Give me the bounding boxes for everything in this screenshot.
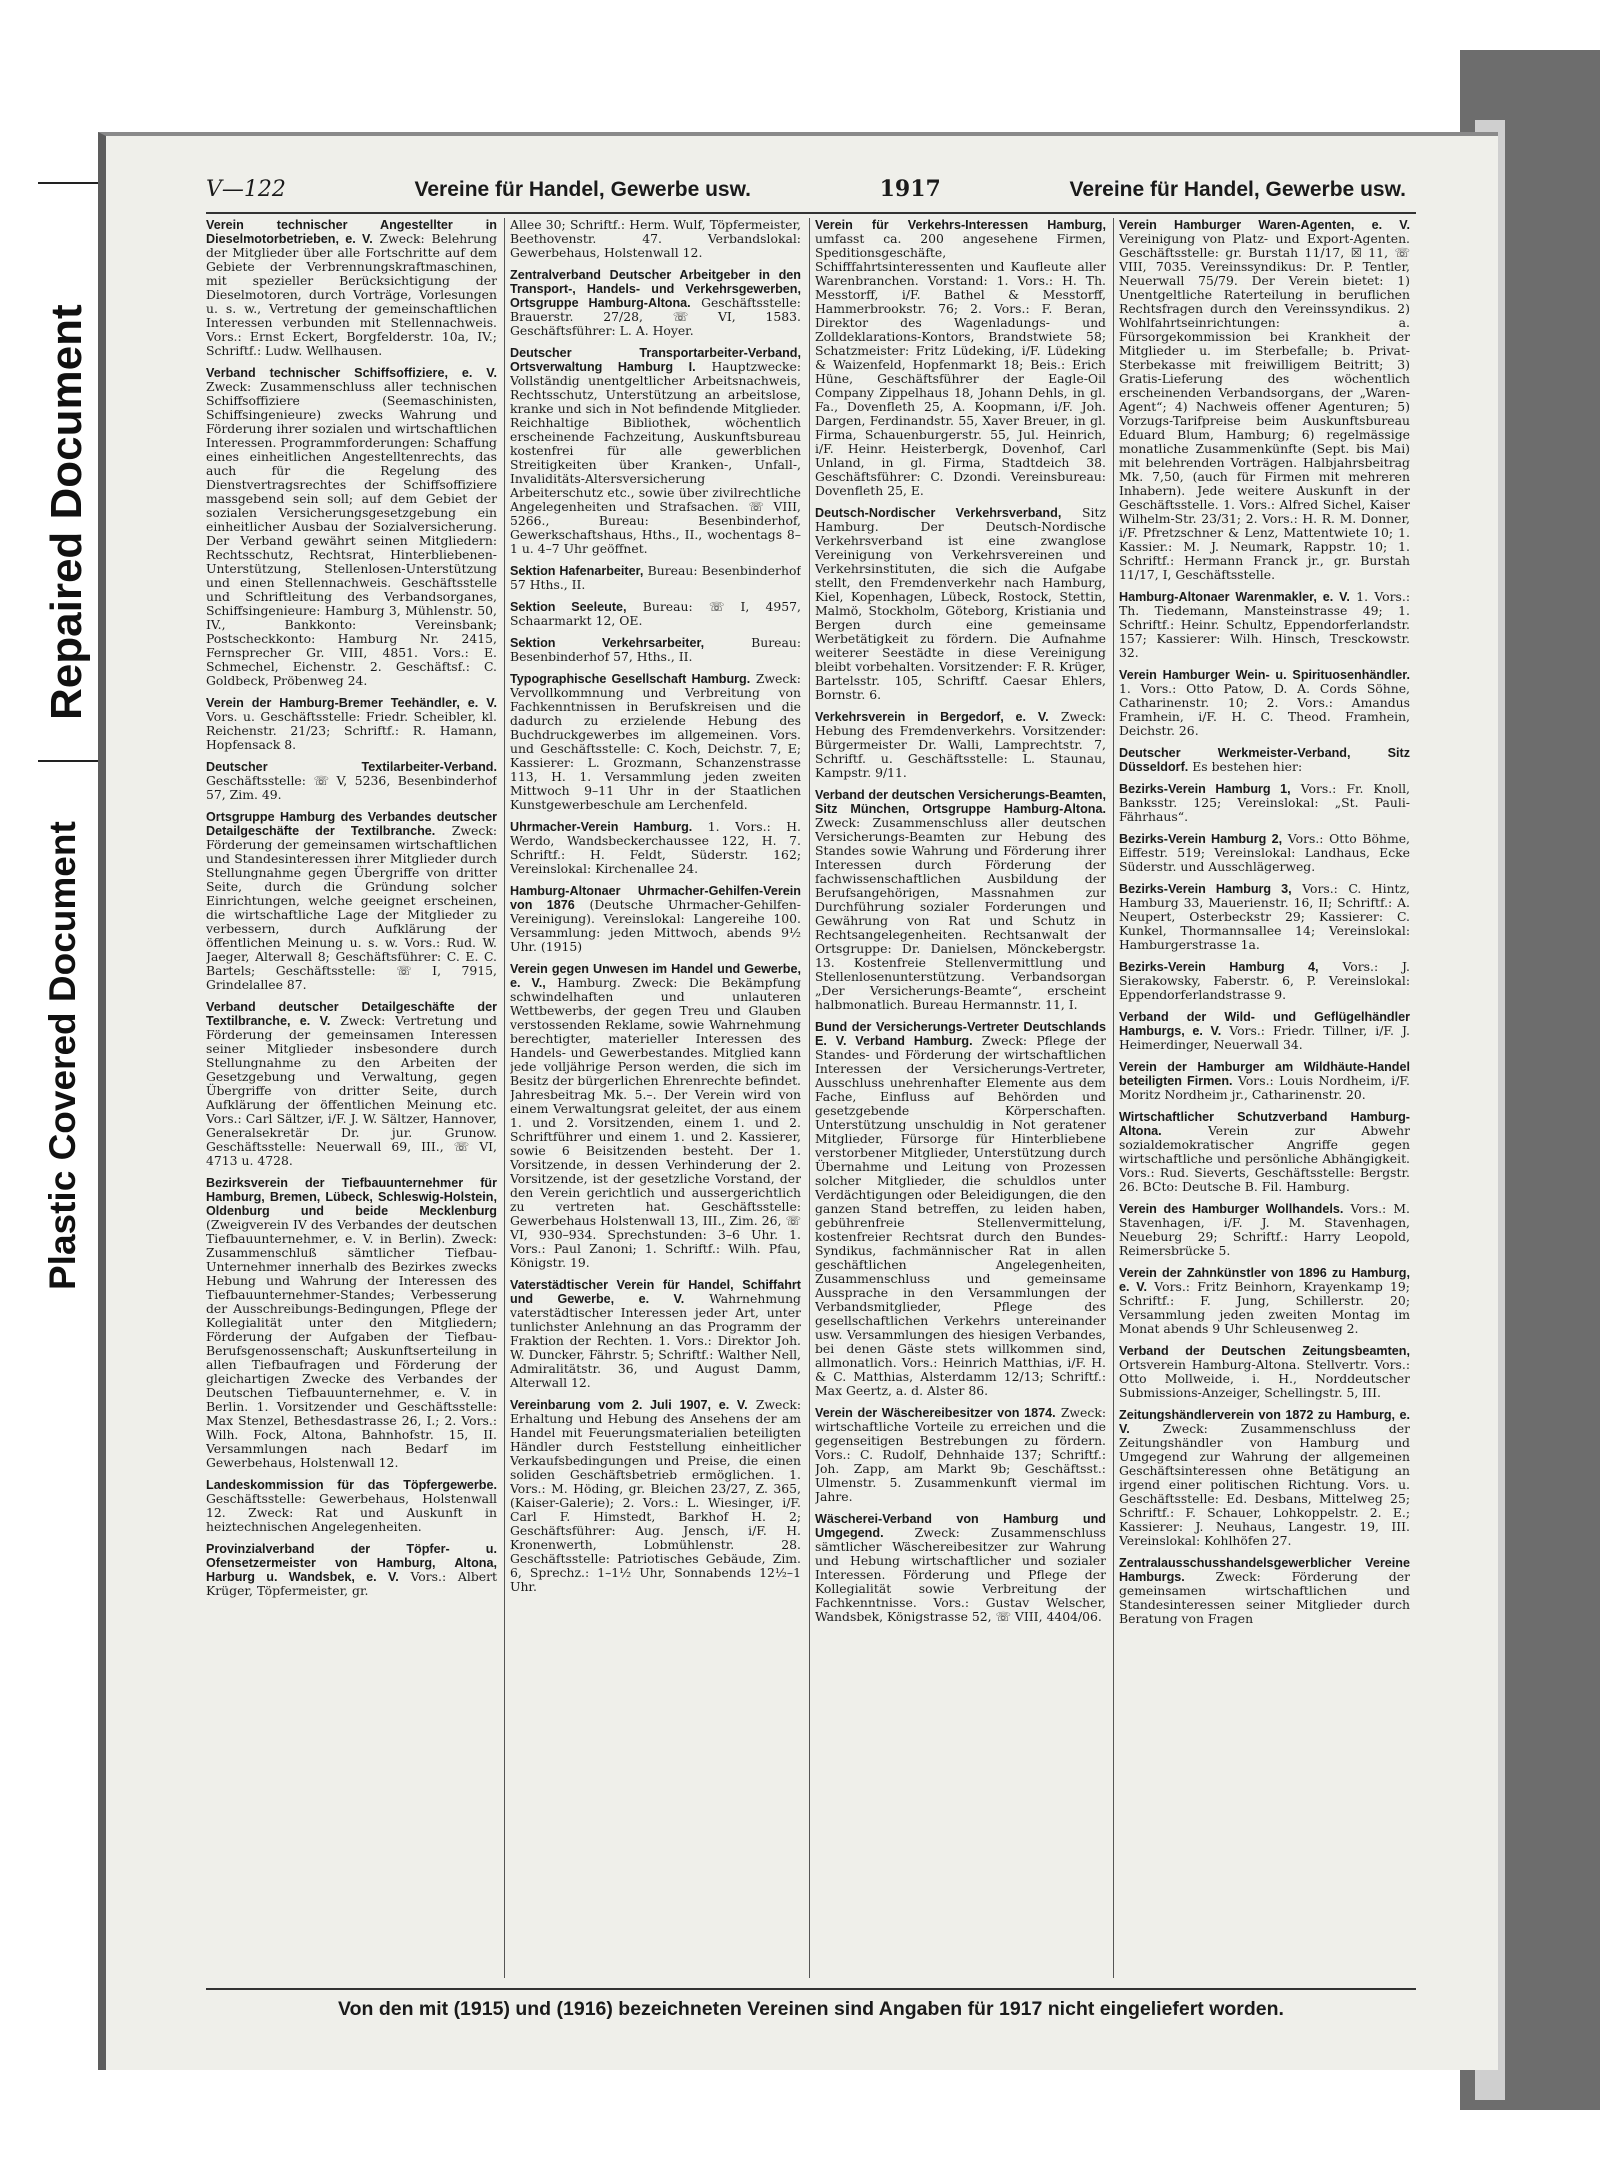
entry-title: Bezirksverein der Tiefbauunternehmer für Hamburg, Bremen, Lübeck, Schleswig-Holstein, Oldenburg und beide Mecklenburg (206, 1176, 497, 1218)
entry-body: Vors.: C. Hintz, Hamburg 33, Mauerienstr. 16, II; Schriftf.: A. Neupert, Osterbeckstr 29; Kassierer: C. Kunkel, Thormannsallee 14; Vereinslokal: Hamburgerstrasse 1a. (1119, 881, 1410, 952)
header-year: 1917 (879, 176, 941, 202)
directory-entry (206, 218, 497, 358)
entry-body: Zweck: Förderung der gemeinsamen wirtschaftlichen und Standesinteressen seiner Mitglieder durch Beratung von Fragen (1119, 1569, 1410, 1626)
entry-body: Sitz Hamburg. Der Deutsch-Nordische Verkehrsverband ist eine zwanglose Vereinigung von Verkehrsvereinen und Verkehrsinstituten, die sich die Aufgabe stellt, den Fremdenverkehr nach Hamburg, Kiel, Kopenhagen, Lübeck, Rostock, Stettin, Malmö, Stockholm, Göteborg, Kristiania und Bergen durch eine gemeinsame Werbetätigkeit zu fördern. Die Aufnahme weiterer Seestädte in diese Vereinigung bleibt vorbehalten. Vorsitzender: F. R. Krüger, Bartelsstr. 105, Schriftf. Caesar Ehlers, Bornstr. 6. (815, 505, 1106, 702)
entry-body: Zweck: Vervollkommnung und Verbreitung von Fachkenntnissen in Berufskreisen und die dadurch zu erzielende Hebung des Buchdruckgewerbes im allgemeinen. Vors. und Geschäftsstelle: C. Koch, Deichstr. 7, E; Kassierer: L. Grozmann, Schanzenstrasse 113, H. 1. Versammlung jeden zweiten Mittwoch 9–11 Uhr in der Staatlichen Kunstgewerbeschule am Lerchenfeld. (510, 671, 801, 812)
entry-title: Bezirks-Verein Hamburg 4, (1119, 960, 1319, 974)
directory-entry (815, 710, 1106, 780)
entry-title: Zeitungshändlerverein von 1872 zu Hamburg, e. V. (1119, 1408, 1410, 1436)
directory-entry (1119, 590, 1410, 660)
directory-entry (510, 636, 801, 664)
entry-body: Ortsverein Hamburg-Altona. Stellvertr. Vors.: Otto Mollweide, i. H., Norddeutscher Submissions-Anzeiger, Schellingstr. 5, III. (1119, 1357, 1410, 1400)
directory-entry (1119, 746, 1410, 774)
directory-entry (206, 1478, 497, 1534)
entry-title: Zentralverband Deutscher Arbeitgeber in den Transport-, Handels- und Verkehrsgewerben, Ortsgruppe Hamburg-Altona. (510, 268, 801, 310)
entry-title: Wirtschaftlicher Schutzverband Hamburg-Altona. (1119, 1110, 1410, 1138)
entry-title: Bezirks-Verein Hamburg 3, (1119, 882, 1292, 896)
entry-title: Wäscherei-Verband von Hamburg und Umgegend. (815, 1512, 1106, 1540)
entry-body: Zweck: Erhaltung und Hebung des Ansehens der am Handel mit Feuerungsmaterialien beteiligten Händler durch Feststellung einheitlicher Verkaufsbedingungen und Preise, die einen soliden Geschäftsbetrieb ermöglichen. 1. Vors.: M. Höding, gr. Bleichen 23/27, Z. 365, (Kaiser-Galerie); 2. Vors.: L. Wiesinger, i/F. Carl F. Himstedt, Barkhof H. 2; Geschäftsführer: Aug. Jensch, i/F. H. Kronenwerth, Lobmühlenstr. 28. Geschäftsstelle: Patriotisches Gebäude, Zim. 6, Sprechz.: 1–1½ Uhr, Sonnabends 12½–1 Uhr. (510, 1397, 801, 1594)
entry-title: Sektion Verkehrsarbeiter, (510, 636, 705, 650)
directory-entry (815, 788, 1106, 1012)
entry-body: Vors.: Louis Nordheim, i/F. Moritz Nordheim jr., Catharinenstr. 20. (1119, 1073, 1410, 1102)
entry-title: Typographische Gesellschaft Hamburg. (510, 672, 751, 686)
column-divider (504, 218, 505, 1978)
directory-entry (815, 1406, 1106, 1504)
entry-title: Verein gegen Unwesen im Handel und Gewerbe, e. V., (510, 962, 801, 990)
entry-title: Deutscher Textilarbeiter-Verband. (206, 760, 497, 774)
entry-body: Geschäftsstelle: Gewerbehaus, Holstenwall 12. Zweck: Rat und Auskunft in heiztechnischen Angelegenheiten. (206, 1491, 497, 1534)
entry-body: Bureau: ☏ I, 4957, Schaarmarkt 12, OE. (510, 599, 801, 628)
entry-body: Vors.: J. Sierakowsky, Faberstr. 6, P. Vereinslokal: Eppendorferlandstrasse 9. (1119, 959, 1410, 1002)
entry-body: Zweck: Förderung der gemeinsamen wirtschaftlichen und Standesinteressen ihrer Mitglieder durch Stellungnahme gegen Übergriffe von dritter Seite, durch die Gründung solcher Einrichtungen, welche geeignet erscheinen, die wirtschaftliche Lage der Mitglieder zu verbessern, durch Aufklärung der öffentlichen Meinung u. s. w. Vors.: Rud. W. Jaeger, Alterwall 8; Geschäftsführer: C. E. C. Bartels; Geschäftsstelle: ☏ I, 7915, Grindelallee 87. (206, 823, 497, 992)
entry-body: Hamburg. Zweck: Die Bekämpfung schwindelhaften und unlauteren Wettbewerbs, der gegen Treu und Glauben verstossenden Reklame, sowie Wahrnehmung berechtigter, materieller Interessen des Handels- und Gewerbestandes. Mitglied kann jede volljährige Person werden, die sich im Besitz der bürgerlichen Ehrenrechte befindet. Jahresbeitrag Mk. 5.–. Der Verein wird von einem Verwaltungsrat geleitet, der aus einem 1. und 2. Vorsitzenden, einem 1. und 2. Schriftführer und einem 1. und 2. Kassierer, sowie 6 Beisitzenden besteht. Der 1. Vorsitzende, in dessen Verhinderung der 2. Vorsitzende, ist der gesetzliche Vorstand, der den Verein gerichtlich und aussergerichtlich zu vertreten hat. Geschäftsstelle: Gewerbehaus Holstenwall 13, III., Zim. 26, ☏ VI, 930–934. Sprechstunden: 3–6 Uhr. 1. Vors.: Paul Zanoni; 1. Schriftf.: Wilh. Pfau, Königstr. 19. (510, 975, 801, 1270)
entry-body: Zweck: Zusammenschluss der Zeitungshändler von Hamburg und Umgegend zur Wahrung der allgemeinen Geschäftsinteressen ohne Betätigung an irgend einer politischen Richtung. Vors. u. Geschäftsstelle: Ed. Desbans, Mittelweg 25; Schriftf.: F. Schauer, Lohkoppelstr. 2. E.; Kassierer: J. Neuhaus, Langestr. 19, III. Vereinslokal: Kohlhöfen 27. (1119, 1421, 1410, 1548)
entry-title: Verein technischer Angestellter in Dieselmotorbetrieben, e. V. (206, 218, 497, 246)
page-header (206, 176, 1406, 210)
column-divider (1113, 218, 1114, 1978)
entry-title: Bezirks-Verein Hamburg 2, (1119, 832, 1283, 846)
entry-body: Zweck: Zusammenschluss aller deutschen Versicherungs-Beamten zur Hebung des Standes sowie Wahrung und Förderung ihrer Interessen durch Förderung der fachwissenschaftlichen Ausbildung der Berufsangehörigen, Massnahmen zur Durchführung sozialer Forderungen und Gewährung von Rat und Schutz in Rechtsangelegenheiten. Rechtsanwalt der Ortsgruppe: Dr. Danielsen, Mönckebergstr. 13. Kostenfreie Stellenvermittlung und Stellenlosenunterstützung. Verbandsorgan „Der Versicherungs-Beamte“, erscheint halbmonatlich. Bureau Hermannstr. 11, I. (815, 815, 1106, 1012)
directory-entry (510, 672, 801, 812)
entry-title: Verband der Deutschen Zeitungsbeamten, (1119, 1344, 1410, 1358)
header-title-right: Vereine für Handel, Gewerbe usw. (1069, 178, 1406, 201)
entry-body: Vors.: Fritz Beinhorn, Krayenkamp 19; Schriftf.: F. Jung, Schillerstr. 20; Versammlung jeden zweiten Montag im Monat abends 9 Uhr Schleusenweg 2. (1119, 1279, 1410, 1336)
entry-title: Vereinbarung vom 2. Juli 1907, e. V. (510, 1398, 748, 1412)
entry-title: Hamburg-Altonaer Uhrmacher-Gehilfen-Verein von 1876 (510, 884, 801, 912)
directory-entry (206, 760, 497, 802)
entry-title: Zentralausschusshandelsgewerblicher Vereine Hamburgs. (1119, 1556, 1410, 1584)
directory-entry (815, 1020, 1106, 1398)
directory-entry (510, 1398, 801, 1594)
entry-title: Verband technischer Schiffsoffiziere, e. V. (206, 366, 497, 380)
directory-entry (510, 884, 801, 954)
entry-title: Deutsch-Nordischer Verkehrsverband, (815, 506, 1062, 520)
entry-title: Bund der Versicherungs-Vertreter Deutschlands E. V. Verband Hamburg. (815, 1020, 1106, 1048)
entry-body: Wahrnehmung vaterstädtischer Interessen jeder Art, unter tunlichster Anlehnung an das Programm der Fraktion der Rechten. 1. Vors.: Direktor Joh. W. Duncker, Fährstr. 5; Schriftf.: Walther Nell, Admiralitätstr. 36, und August Damm, Alterwall 12. (510, 1291, 801, 1390)
entry-body: Bureau: Besenbinderhof 57 Hths., II. (510, 563, 801, 592)
entry-body: (Zweigverein IV des Verbandes der deutschen Tiefbauunternehmer, e. V. in Berlin). Zweck: Zusammenschluß sämtlicher Tiefbau-Unternehmer innerhalb des Bezirkes zwecks Hebung und Wahrung der Interessen des Tiefbauunternehmer-Standes; Verbesserung der Ausschreibungs-Bedingungen, Pflege der Kollegialität unter den Mitgliedern; Förderung der Aufgaben der Tiefbau-Berufsgenossenschaft; Auskunftserteilung in allen Tiefbaufragen und Förderung der gleichartigen Zwecke des Verbandes der Deutschen Tiefbauunternehmer, e. V. in Berlin. 1. Vorsitzender und Geschäftsstelle: Max Stenzel, Bethesdastrasse 26, I.; 2. Vors.: Wilh. Fock, Altona, Bahnhofstr. 15, II. Versammlungen nach Bedarf im Gewerbehaus, Holstenwall 12. (206, 1217, 497, 1470)
entry-body: 1. Vors.: Th. Tiedemann, Mansteinstrasse 49; 1. Schriftf.: Heinr. Schultz, Eppendorferlandstr. 157; Kassierer: Wilh. Hinsch, Tresckowstr. 32. (1119, 589, 1410, 660)
directory-column-3 (815, 218, 1106, 1978)
entry-body: Geschäftsstelle: ☏ V, 5236, Besenbinderhof 57, Zim. 49. (206, 773, 497, 802)
entry-title: Verein für Verkehrs-Interessen Hamburg, (815, 218, 1106, 232)
entry-body: 1. Vors.: H. Werdo, Wandsbeckerchaussee 122, H. 7. Schriftf.: H. Feldt, Süderstr. 162; Vereinslokal: Kirchenallee 24. (510, 819, 801, 876)
entry-body: Bureau: Besenbinderhof 57, Hths., II. (510, 635, 801, 664)
directory-page (98, 132, 1498, 2070)
directory-entry (510, 564, 801, 592)
entry-body: Zweck: Belehrung der Mitglieder über alle Fortschritte auf dem Gebiete der Verbrennungskraftmaschinen, mit spezieller Berücksichtigung der Dieselmotoren, durch Vorträge, Vorlesungen u. s. w., Vertretung der gemeinschaftlichen Interessen verbunden mit Stellennachweis. Vors.: Ernst Eckert, Borgfelderstr. 10a, IV.; Schriftf.: Ludw. Wellhausen. (206, 231, 497, 358)
directory-column-1 (206, 218, 497, 1978)
entry-body: (Deutsche Uhrmacher-Gehilfen-Vereinigung). Vereinslokal: Langereihe 100. Versammlung: jeden Mittwoch, abends 9½ Uhr. (1915) (510, 897, 801, 954)
directory-entry (1119, 1408, 1410, 1548)
directory-entry (1119, 1202, 1410, 1258)
directory-entry (1119, 782, 1410, 824)
entry-title: Landeskommission für das Töpfergewerbe. (206, 1478, 497, 1492)
directory-entry (206, 1176, 497, 1470)
entry-title: Deutscher Werkmeister-Verband, Sitz Düsseldorf. (1119, 746, 1410, 774)
entry-body: umfasst ca. 200 angesehene Firmen, Speditionsgeschäfte, Schifffahrtsinteressenten und Kaufleute aller Warenbranchen. Vorstand: 1. Vors.: H. Th. Messtorff, i/F. Bathel & Messtorff, Hammerbrookstr. 76; 2. Vors.: F. Beran, Direktor des Wagenladungs- und Zolldeklarations-Kontors, Brandstwiete 58; Schatzmeister: Fritz Lüdeking, i/F. Lüdeking & Waizenfeld, Hopfenmarkt 18; Beis.: Erich Hüne, Geschäftsführer der Eagle-Oil Company Zippelhaus 18, Johann Dehls, in gl. Fa., Dovenfleth 25, A. Koopmann, i/F. Joh. Dargen, Ferdinandstr. 55, Xaver Breuer, in gl. Firma, Schauenburgerstr. 55, Jul. Heinrich, i/F. Heinr. Heisterbergk, Dovenhof, Carl Unland, in gl. Firma, Stadtdeich 38. Geschäftsführer: C. Dzondi. Vereinsbureau: Dovenfleth 25, E. (815, 231, 1106, 498)
entry-body: Verein zur Abwehr sozialdemokratischer Angriffe gegen wirtschaftliche und persönliche Abhängigkeit. Vors.: Rud. Sieverts, Geschäftsstelle: Bergstr. 26. BCto: Deutsche B. Fil. Hamburg. (1119, 1123, 1410, 1194)
entry-title: Verband deutscher Detailgeschäfte der Textilbranche, e. V. (206, 1000, 497, 1028)
entry-title: Verband der deutschen Versicherungs-Beamten, Sitz München, Ortsgruppe Hamburg-Altona. (815, 788, 1106, 816)
entry-body: Vors.: Friedr. Tillner, i/F. J. Heimerdinger, Neuerwall 34. (1119, 1023, 1410, 1052)
entry-title: Ortsgruppe Hamburg des Verbandes deutscher Detailgeschäfte der Textilbranche. (206, 810, 497, 838)
directory-entry (206, 810, 497, 992)
entry-title: Verein der Wäschereibesitzer von 1874. (815, 1406, 1056, 1420)
directory-entry (1119, 1010, 1410, 1052)
directory-entry (510, 962, 801, 1270)
repaired-document-label: Repaired Document (42, 304, 91, 720)
directory-column-4 (1119, 218, 1410, 1978)
entry-title: Vaterstädtischer Verein für Handel, Schiffahrt und Gewerbe, e. V. (510, 1278, 801, 1306)
directory-entry (206, 366, 497, 688)
entry-body: Vors.: Albert Krüger, Töpfermeister, gr. (206, 1569, 497, 1598)
entry-body: Geschäftsstelle: Brauerstr. 27/28, ☏ VI, 1583. Geschäftsführer: L. A. Hoyer. (510, 295, 801, 338)
directory-entry (1119, 960, 1410, 1002)
directory-entry (510, 218, 801, 260)
entry-body: 1. Vors.: Otto Patow, D. A. Cords Söhne, Catharinenstr. 10; 2. Vors.: Amandus Framhein, i/F. H. C. Theod. Framhein, Deichstr. 26. (1119, 681, 1410, 738)
column-divider (809, 218, 810, 1978)
entry-body: Vors. u. Geschäftsstelle: Friedr. Scheibler, kl. Reichenstr. 21/23; Schriftf.: R. Hamann, Hopfensack 8. (206, 709, 497, 752)
entry-title: Verein der Hamburger am Wildhäute-Handel beteiligten Firmen. (1119, 1060, 1410, 1088)
directory-entry (510, 820, 801, 876)
entry-title: Verein der Hamburg-Bremer Teehändler, e. V. (206, 696, 497, 710)
directory-column-2 (510, 218, 801, 1978)
entry-body: Vors.: Fr. Knoll, Banksstr. 125; Vereinslokal: „St. Pauli-Fährhaus“. (1119, 781, 1410, 824)
directory-entry (1119, 1060, 1410, 1102)
entry-title: Verein der Zahnkünstler von 1896 zu Hamburg, e. V. (1119, 1266, 1410, 1294)
directory-entry (510, 346, 801, 556)
entry-body: Vors.: Otto Böhme, Eiffestr. 519; Vereinslokal: Landhaus, Ecke Süderstr. und Ausschlägerweg. (1119, 831, 1410, 874)
entry-title: Sektion Hafenarbeiter, (510, 564, 644, 578)
entry-title: Verein Hamburger Waren-Agenten, e. V. (1119, 218, 1410, 232)
plastic-covered-document-label: Plastic Covered Document (42, 821, 83, 1290)
entry-body: Vors.: M. Stavenhagen, i/F. J. M. Stavenhagen, Neueburg 29; Schriftf.: Harry Leopold, Reimersbrücke 5. (1119, 1201, 1410, 1258)
directory-entry (1119, 832, 1410, 874)
entry-title: Sektion Seeleute, (510, 600, 627, 614)
entry-title: Verband der Wild- und Geflügelhändler Hamburgs, e. V. (1119, 1010, 1410, 1038)
entry-body: Zweck: Vertretung und Förderung der gemeinsamen Interessen seiner Mitglieder insbesondere durch Stellungnahme zu den Arbeiten der Gesetzgebung und Verwaltung, gegen Übergriffe von dritter Seite, durch Aufklärung der öffentlichen Meinung etc. Vors.: Carl Sältzer, i/F. J. W. Sältzer, Hannover, Generalsekretär Dr. jur. Grunow. Geschäftsstelle: Neuerwall 69, III., ☏ VI, 4713 u. 4728. (206, 1013, 497, 1168)
directory-entry (206, 696, 497, 752)
entry-body: Hauptzwecke: Vollständig unentgeltlicher Arbeitsnachweis, Rechtsschutz, Unterstützung an arbeitslose, kranke und sich in Not befindende Mitglieder. Reichhaltige Bibliothek, wöchentlich erscheinende Fachzeitung, Auskunftsbureau kostenfrei für alle gewerblichen Streitigkeiten über Kranken-, Unfall-, Invaliditäts-Altersversicherung Arbeiterschutz etc., sowie über zivilrechtliche Angelegenheiten und Strafsachen. ☏ VIII, 5266., Bureau: Besenbinderhof, Gewerkschaftshaus, Hths., II., wochentags 8–1 u. 4–7 Uhr geöffnet. (510, 359, 801, 556)
entry-body: Zweck: Zusammenschluss aller technischen Schiffsoffiziere (Seemaschinisten, Schiffsingenieure) zwecks Wahrung und Förderung ihrer sozialen und wirtschaftlichen Interessen. Programmforderungen: Schaffung eines einheitlichen Angestelltenrechts, das auch für die Regelung des Dienstvertragsrechtes der Schiffsoffiziere massgebend sein soll; auf dem Gebiet der sozialen Versicherungsgesetzgebung ein einheitlicher Ausbau der Sozialversicherung. Der Verband gewährt seinen Mitgliedern: Rechtsschutz, Rechtsrat, Hinterbliebenen-Unterstützung, Stellenlosen-Unterstützung und einen Stellennachweis. Geschäftsstelle und Schriftleitung des Verbandsorganes, Schiffsingenieure: Hamburg 3, Mühlenstr. 50, IV., Bankkonto: Vereinsbank; Postscheckkonto: Hamburg Nr. 2415, Fernsprecher Gr. VIII, 4851. Vors.: E. Schmechel, Eichenstr. 2. Geschäftsf.: C. Goldbeck, Pröbenweg 24. (206, 379, 497, 688)
directory-entry (206, 1000, 497, 1168)
entry-body: Zweck: Hebung des Fremdenverkehrs. Vorsitzender: Bürgermeister Dr. Walli, Lamprechtstr. 7, Schriftf. u. Geschäftsstelle: L. Staunau, Kampstr. 9/11. (815, 709, 1106, 780)
header-rule (206, 212, 1416, 214)
entry-body: Vereinigung von Platz- und Export-Agenten. Geschäftsstelle: gr. Burstah 11/17, ☒ 11, ☏ VIII, 7035. Vereinssyndikus: Dr. P. Tentler, Neuerwall 75/79. Der Verein bietet: 1) Unentgeltliche Raterteilung in beruflichen Rechtsfragen durch den Vereinssyndikus. 2) Wohlfahrtseinrichtungen: a. Fürsorgekommission bei Krankheit der Mitglieder u. im Sterbefalle; b. Privat-Sterbekasse mit freiwilligem Beitritt; 3) Gratis-Lieferung des wöchentlich erscheinenden Verbandsorgans, der „Waren-Agent“; 4) Nachweis offener Agenturen; 5) Vorzugs-Tarifpreise beim Auskunftsbureau Eduard Blum, Hamburg; 6) regelmässige monatliche Zusammenkünfte (Sept. bis Mai) mit belehrenden Vorträgen. Halbjahrsbeitrag Mk. 7,50, (auch für Firmen mit mehreren Inhabern). Jede weitere Auskunft in der Geschäftsstelle. 1. Vors.: Alfred Sichel, Kaiser Wilhelm-Str. 23/31; 2. Vors.: H. R. M. Donner, i/F. Pfretzschner & Lenz, Mattentwiete 10; 1. Kassier.: M. J. Neumark, Rappstr. 10; 1. Schriftf.: Hermann Franck jr., gr. Burstah 11/17, I, Geschäftsstelle. (1119, 231, 1410, 582)
entry-body: Es bestehen hier: (1192, 759, 1303, 774)
entry-title: Uhrmacher-Verein Hamburg. (510, 820, 693, 834)
directory-entry (1119, 668, 1410, 738)
entry-title: Verein Hamburger Wein- u. Spirituosenhändler. (1119, 668, 1410, 682)
directory-entry (1119, 218, 1410, 582)
footer-rule (206, 1988, 1416, 1990)
directory-entry (1119, 1110, 1410, 1194)
entry-title: Provinzialverband der Töpfer- u. Ofensetzermeister von Hamburg, Altona, Harburg u. Wandsbek, e. V. (206, 1542, 497, 1584)
entry-body: Allee 30; Schriftf.: Herm. Wulf, Töpfermeister, Beethovenstr. 47. Verbandslokal: Gewerbehaus, Holstenwall 12. (510, 218, 801, 260)
entry-body: Zweck: Pflege der Standes- und Förderung der wirtschaftlichen Interessen der Versicherungs-Vertreter, Ausschluss unehrenhafter Elemente aus dem Fache, Einfluss auf Behörden und gesetzgebende Körperschaften. Unterstützung unschuldig in Not geratener Mitglieder, Fürsorge für Hinterbliebene verstorbener Mitglieder, Unterstützung durch Übernahme und Leitung von Prozessen solcher Mitglieder, die schuldlos unter Verdächtigungen oder Beleidigungen, die den ganzen Stand betreffen, zu leiden haben, gebührenfreie Stellenvermittelung, kostenfreier Rechtsrat durch den Bundes-Syndikus, fachmännischer Rat in allen geschäftlichen Angelegenheiten, Zusammenschluss und gemeinsame Aussprache in den Versammlungen der Verbandsmitglieder, Pflege des gesellschaftlichen Verkehrs untereinander usw. Versammlungen des hiesigen Verbandes, bei denen Gäste stets willkommen sind, allmonatlich. Vors.: Heinrich Matthias, i/F. H. & C. Matthias, Alsterdamm 12/13; Schriftf.: Max Geertz, a. d. Alster 86. (815, 1033, 1106, 1398)
directory-entry (510, 600, 801, 628)
label-divider (38, 760, 98, 762)
directory-entry (1119, 1266, 1410, 1336)
directory-entry (815, 218, 1106, 498)
directory-entry (815, 506, 1106, 702)
directory-entry (1119, 882, 1410, 952)
entry-body: Zweck: Zusammenschluss sämtlicher Wäschereibesitzer zur Wahrung und Hebung wirtschaftlicher und sozialer Interessen. Förderung und Pflege der Kollegialität sowie Verbreitung der Fachkenntnisse. Vors.: Gustav Welscher, Wandsbek, Königstrasse 52, ☏ VIII, 4404/06. (815, 1525, 1106, 1624)
entry-body: Zweck: wirtschaftliche Vorteile zu erreichen und die gegenseitigen Bestrebungen zu fördern. Vors.: C. Rudolf, Dehnhaide 137; Schriftf.: Joh. Zapp, am Markt 9b; Geschäftsst.: Ulmenstr. 5. Zusammenkunft viermal im Jahre. (815, 1405, 1106, 1504)
directory-entry (206, 1542, 497, 1598)
page-number: V—122 (206, 177, 286, 202)
directory-entry (1119, 1344, 1410, 1400)
label-divider (38, 182, 98, 184)
directory-entry (510, 1278, 801, 1390)
entry-title: Deutscher Transportarbeiter-Verband, Ortsverwaltung Hamburg I. (510, 346, 801, 374)
entry-title: Bezirks-Verein Hamburg 1, (1119, 782, 1291, 796)
entry-title: Verein des Hamburger Wollhandels. (1119, 1202, 1344, 1216)
directory-entry (510, 268, 801, 338)
entry-title: Hamburg-Altonaer Warenmakler, e. V. (1119, 590, 1350, 604)
directory-entry (815, 1512, 1106, 1624)
page-footer-note: Von den mit (1915) und (1916) bezeichneten Vereinen sind Angaben für 1917 nicht eingeliefert worden. (338, 1998, 1284, 2020)
header-title-left: Vereine für Handel, Gewerbe usw. (414, 178, 752, 201)
entry-title: Verkehrsverein in Bergedorf, e. V. (815, 710, 1049, 724)
directory-entry (1119, 1556, 1410, 1626)
